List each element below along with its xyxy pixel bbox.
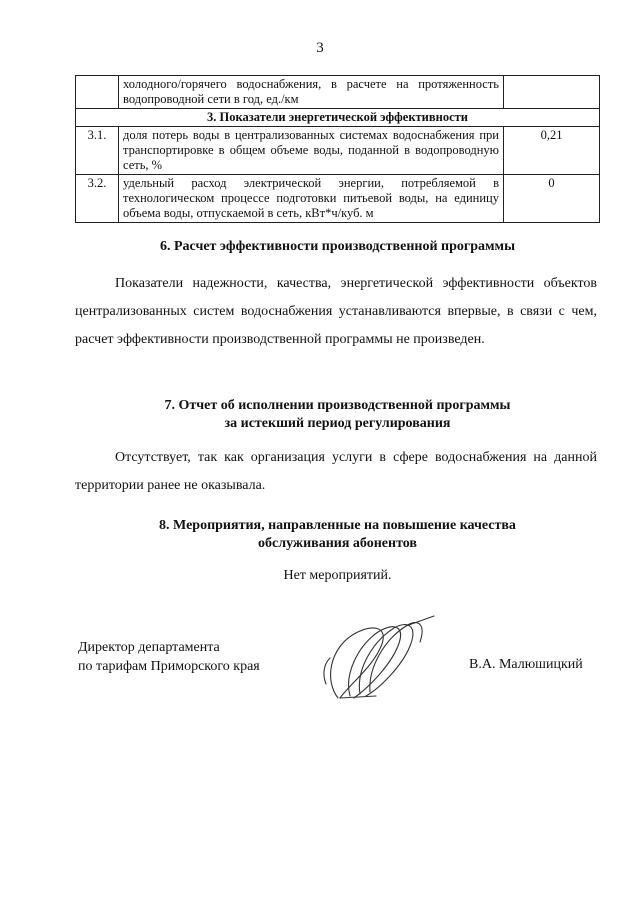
table-section-row [76,109,600,127]
handwritten-signature [310,600,440,710]
page-number: 3 [316,40,324,56]
section-7-heading [75,397,600,433]
indicators-table [75,75,600,223]
signer-name: В.А. Малюшицкий [469,657,583,672]
row-number: 3.2. [76,175,119,223]
signer-title [78,638,260,676]
section-8-heading-line1: 8. Мероприятия, направленные на повышение качества [159,518,516,533]
section-8-text: Нет мероприятий. [283,568,392,583]
row-value: 0 [504,175,600,223]
row-description: удельный расход электрической энергии, потребляемой в технологическом процессе подготовки питьевой воды, на единицу объема воды, отпускаемой в сеть, кВт*ч/куб. м [119,175,504,223]
section-8-heading-line2: обслуживания абонентов [258,536,417,551]
row-number-cell [76,76,119,109]
table-row [76,127,600,175]
table-section-title: 3. Показатели энергетической эффективности [76,109,600,127]
section-6-heading: 6. Расчет эффективности производственной программы [159,239,516,254]
section-7-heading-line2: за истекший период регулирования [224,416,451,431]
signer-title-line2: по тарифам Приморского края [78,659,260,674]
section-6-text: Показатели надежности, качества, энергетической эффективности объектов централизованных систем водоснабжения устанавливаются впервые, в связи с чем, расчет эффективности производственной программы не произведен. [75,276,597,347]
section-7-text: Отсутствует, так как организация услуги в сфере водоснабжения на данной территории ранее не оказывала. [75,450,597,493]
row-value: 0,21 [504,127,600,175]
table-row [76,175,600,223]
table-row [76,76,600,109]
row-value [504,76,600,109]
section-7-heading-line1: 7. Отчет об исполнении производственной программы [164,398,511,413]
row-description: доля потерь воды в централизованных системах водоснабжения при транспортировке в общем объеме воды, поданной в водопроводную сеть, % [119,127,504,175]
section-8-heading [75,517,600,553]
row-number: 3.1. [76,127,119,175]
signer-title-line1: Директор департамента [78,640,220,655]
row-description: холодного/горячего водоснабжения, в расчете на протяженность водопроводной сети в год, ед./км [119,76,504,109]
